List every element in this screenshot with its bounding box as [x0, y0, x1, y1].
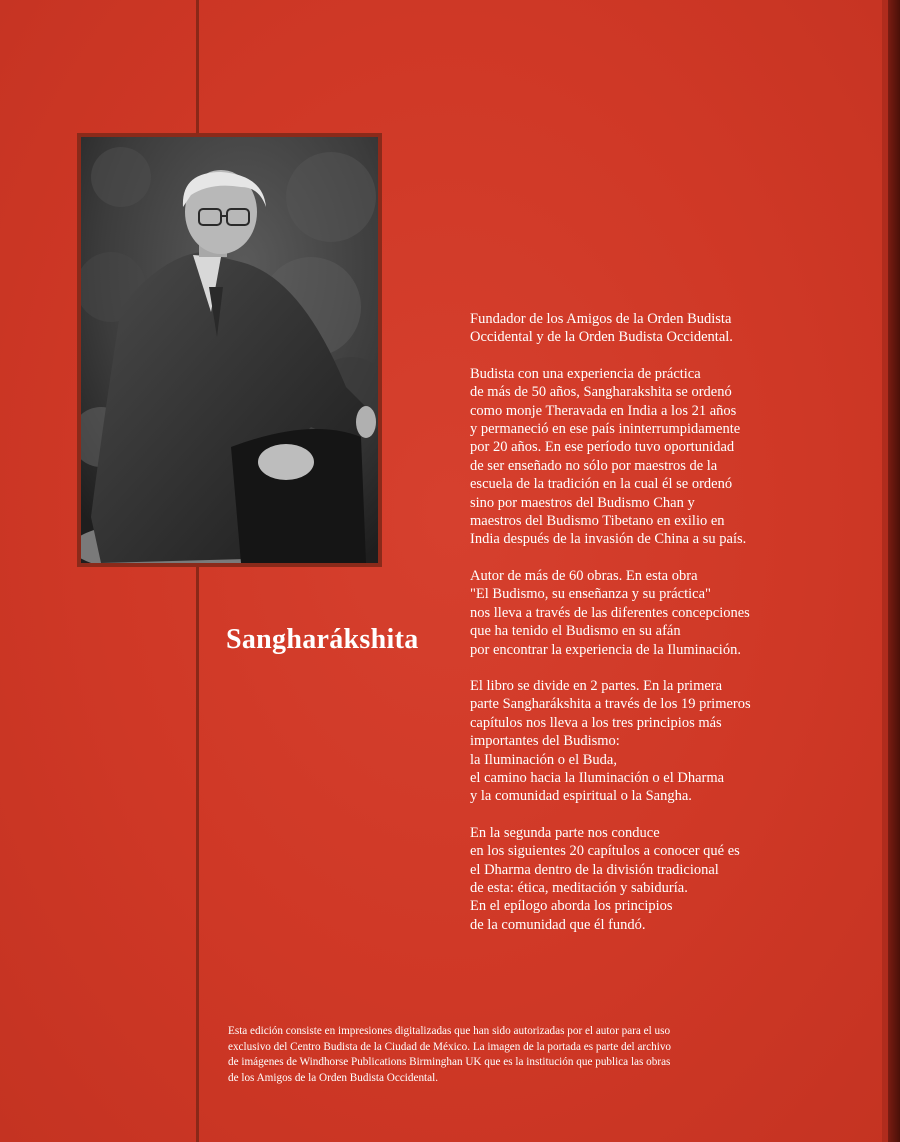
- text-line: por encontrar la experiencia de la Iluminación.: [470, 641, 741, 658]
- text-line: y la comunidad espiritual o la Sangha.: [470, 788, 692, 805]
- text-line: de la comunidad que él fundó.: [470, 916, 646, 933]
- text-line: como monje Theravada en India a los 21 años: [470, 402, 737, 419]
- text-line: Budista con una experiencia de práctica: [470, 365, 701, 382]
- author-photo: [81, 137, 378, 563]
- text-line: Occidental y de la Orden Budista Occidental.: [470, 329, 733, 346]
- description-text: [470, 310, 830, 952]
- text-line: escuela de la tradición en la cual él se ordenó: [470, 476, 733, 493]
- book-spine: [888, 0, 900, 1142]
- footer-line: exclusivo del Centro Budista de la Ciudad de México. La imagen de la portada es parte del archivo: [228, 1040, 672, 1053]
- text-line: la Iluminación o el Buda,: [470, 751, 617, 768]
- text-line: En la segunda parte nos conduce: [470, 824, 660, 841]
- text-line: el Dharma dentro de la división tradicional: [470, 861, 719, 878]
- text-line: Fundador de los Amigos de la Orden Budista: [470, 311, 732, 327]
- text-line: "El Budismo, su enseñanza y su práctica": [470, 586, 711, 603]
- vertical-rule-top: [196, 0, 199, 133]
- text-line: importantes del Budismo:: [470, 733, 620, 750]
- text-line: el camino hacia la Iluminación o el Dharma: [470, 769, 725, 786]
- text-line: India después de la invasión de China a su país.: [470, 531, 747, 548]
- text-line: parte Sangharákshita a través de los 19 primeros: [470, 696, 751, 713]
- paragraph-founder: [470, 310, 830, 347]
- edition-notice: [228, 1024, 828, 1086]
- text-line: En el epílogo aborda los principios: [470, 898, 673, 915]
- text-line: que ha tenido el Budismo en su afán: [470, 623, 681, 640]
- text-line: por 20 años. En ese período tuvo oportunidad: [470, 439, 735, 456]
- paragraph-biography: [470, 365, 830, 549]
- text-line: Autor de más de 60 obras. En esta obra: [470, 567, 698, 584]
- footer-line: de los Amigos de la Orden Budista Occidental.: [228, 1071, 439, 1084]
- text-line: de más de 50 años, Sangharakshita se ordenó: [470, 384, 732, 401]
- author-name: Sangharákshita: [226, 624, 419, 655]
- vertical-rule-bottom: [196, 567, 199, 1142]
- paragraph-part-one: [470, 677, 830, 806]
- text-line: en los siguientes 20 capítulos a conocer qué es: [470, 843, 740, 860]
- footer-line: de imágenes de Windhorse Publications Birminghan UK que es la institución que publica las obras: [228, 1056, 671, 1069]
- text-line: sino por maestros del Budismo Chan y: [470, 494, 695, 511]
- footer-line: Esta edición consiste en impresiones digitalizadas que han sido autorizadas por el autor para el uso: [228, 1025, 671, 1037]
- text-line: de esta: ética, meditación y sabiduría.: [470, 879, 688, 896]
- text-line: y permaneció en ese país ininterrumpidamente: [470, 421, 741, 438]
- text-line: maestros del Budismo Tibetano en exilio en: [470, 513, 725, 530]
- text-line: de ser enseñado no sólo por maestros de la: [470, 457, 718, 474]
- paragraph-part-two: [470, 824, 830, 934]
- text-line: nos lleva a través de las diferentes concepciones: [470, 604, 750, 621]
- text-line: capítulos nos lleva a los tres principios más: [470, 714, 722, 731]
- text-line: El libro se divide en 2 partes. En la primera: [470, 677, 723, 694]
- paragraph-works: [470, 567, 830, 659]
